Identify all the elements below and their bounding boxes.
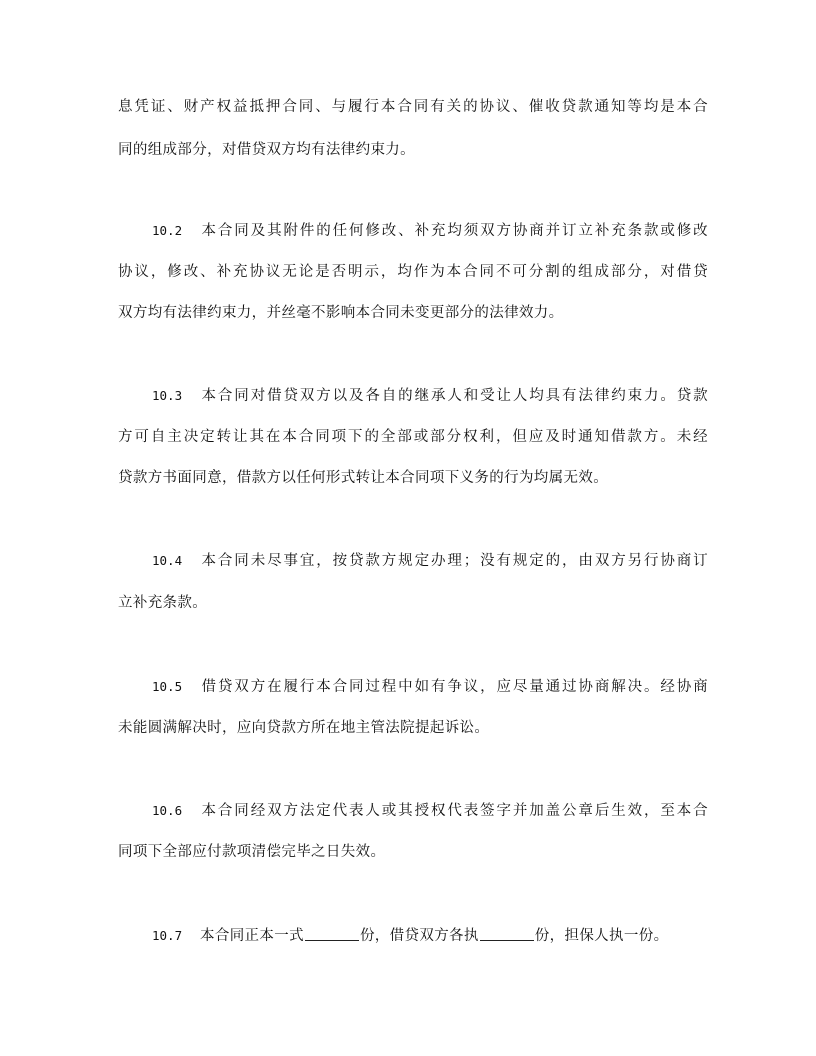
clause-10-6-line-1 bbox=[118, 801, 708, 821]
clause-10-3-line-1 bbox=[118, 386, 708, 406]
clause-10-5-line-2: 未能圆满解决时，应向贷款方所在地主管法院提起诉讼。 bbox=[118, 720, 490, 736]
copies-each-blank bbox=[480, 928, 534, 941]
clause-10-6-line-2: 同项下全部应付款项清偿完毕之日失效。 bbox=[118, 844, 386, 860]
clause-10-3-line-3: 贷款方书面同意，借款方以任何形式转让本合同项下义务的行为均属无效。 bbox=[118, 470, 609, 486]
copies-total-blank bbox=[305, 928, 359, 941]
clause-text: 本合同正本一式 bbox=[200, 928, 304, 944]
clause-text: 份，担保人执一份。 bbox=[534, 928, 669, 944]
intro-line-1: 息凭证、财产权益抵押合同、与履行本合同有关的协议、催收贷款通知等均是本合 bbox=[118, 99, 708, 115]
clause-text: 份，借贷双方各执 bbox=[359, 928, 479, 944]
clause-text: 本合同对借贷双方以及各自的继承人和受让人均具有法律约束力。贷款 bbox=[200, 388, 708, 404]
clause-text: 本合同未尽事宜，按贷款方规定办理；没有规定的，由双方另行协商订 bbox=[200, 553, 708, 569]
clause-number: 10.3 bbox=[152, 388, 183, 403]
clause-10-2-line-2: 协议，修改、补充协议无论是否明示，均作为本合同不可分割的组成部分，对借贷 bbox=[118, 264, 708, 280]
clause-text: 本合同及其附件的任何修改、补充均须双方协商并订立补充条款或修改 bbox=[200, 223, 708, 239]
clause-number: 10.2 bbox=[152, 223, 183, 238]
clause-number: 10.7 bbox=[152, 928, 183, 943]
clause-number: 10.6 bbox=[152, 803, 183, 818]
clause-10-5-line-1 bbox=[118, 677, 708, 697]
clause-text: 借贷双方在履行本合同过程中如有争议，应尽量通过协商解决。经协商 bbox=[200, 679, 708, 695]
clause-10-2-line-1 bbox=[118, 221, 708, 241]
clause-10-4-line-1 bbox=[118, 551, 708, 571]
clause-10-7-line-1 bbox=[118, 926, 708, 946]
clause-number: 10.5 bbox=[152, 679, 183, 694]
clause-10-4-line-2: 立补充条款。 bbox=[118, 595, 208, 611]
clause-number: 10.4 bbox=[152, 553, 183, 568]
intro-line-2: 同的组成部分，对借贷双方均有法律约束力。 bbox=[118, 142, 415, 158]
clause-10-2-line-3: 双方均有法律约束力，并丝毫不影响本合同未变更部分的法律效力。 bbox=[118, 305, 564, 321]
clause-10-3-line-2: 方可自主决定转让其在本合同项下的全部或部分权利，但应及时通知借款方。未经 bbox=[118, 429, 708, 445]
clause-text: 本合同经双方法定代表人或其授权代表签字并加盖公章后生效，至本合 bbox=[200, 803, 708, 819]
